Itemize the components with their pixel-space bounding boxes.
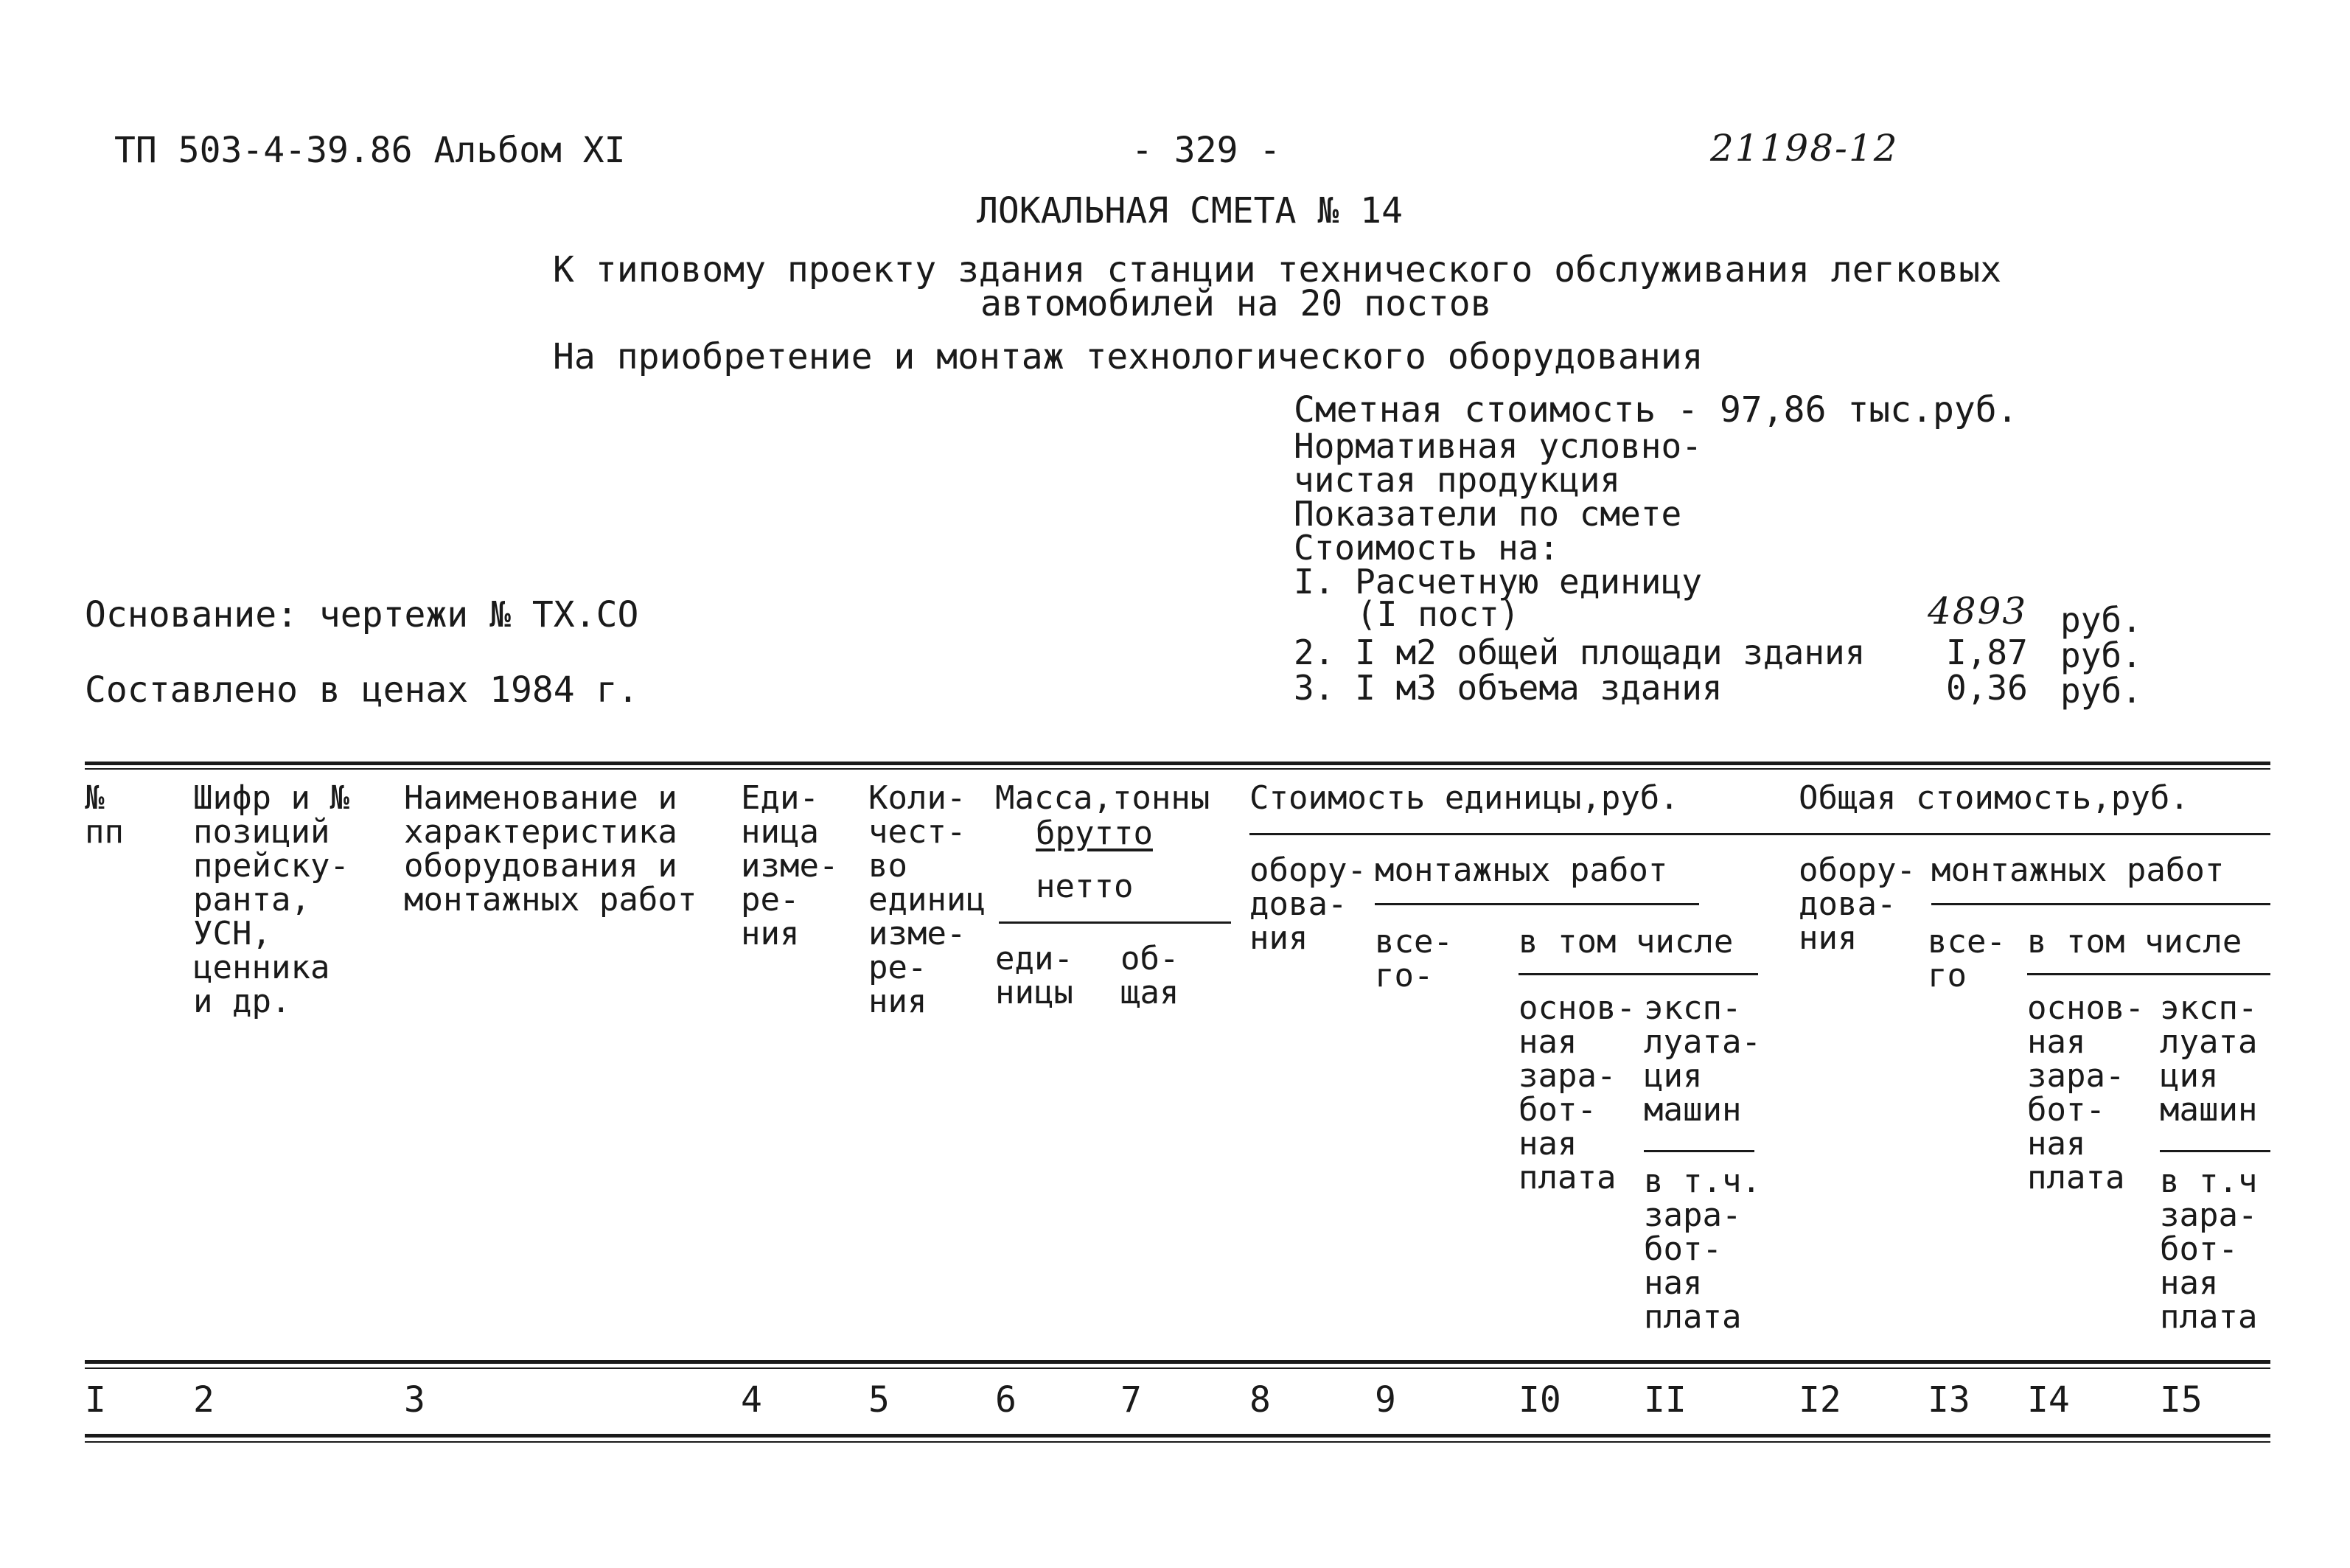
column-number: 4 bbox=[741, 1379, 762, 1421]
basis-line: Основание: чертежи № ТХ.СО bbox=[85, 594, 639, 635]
cost-on-label: Стоимость на: bbox=[1294, 528, 1560, 568]
total-including-header: в том числе bbox=[2027, 923, 2242, 961]
purpose-line: На приобретение и монтаж технологического оборудования bbox=[553, 336, 1704, 377]
mass-brutto-label: брутто bbox=[1036, 815, 1153, 852]
netto-rule bbox=[999, 921, 1231, 924]
indicator-3-value: 0,36 bbox=[1946, 668, 2028, 708]
col-unit-header: Еди- ница изме- ре- ния bbox=[741, 779, 839, 952]
col-quantity-header: Коли- чест- во единиц изме- ре- ния bbox=[868, 779, 986, 1020]
document-reference: ТП 503-4-39.86 Альбом XI bbox=[114, 130, 626, 171]
table-top-rule bbox=[85, 762, 2270, 765]
page-number: - 329 - bbox=[1132, 130, 1281, 171]
column-number: II bbox=[1644, 1379, 1687, 1421]
column-number: 2 bbox=[193, 1379, 215, 1421]
indicator-3-label: 3. I м3 объема здания bbox=[1294, 668, 1723, 708]
unit-mounting-header: монтажных работ bbox=[1375, 851, 1668, 889]
indicator-2-label: 2. I м2 общей площади здания bbox=[1294, 633, 1866, 672]
column-number: I5 bbox=[2160, 1379, 2203, 1421]
normative-line-2: чистая продукция bbox=[1294, 460, 1621, 500]
indicator-1-label: I. Расчетную единицу bbox=[1294, 562, 1702, 602]
normative-line-1: Нормативная условно- bbox=[1294, 426, 1702, 466]
column-number: 3 bbox=[404, 1379, 425, 1421]
total-cost-header: Общая стоимость,руб. bbox=[1799, 779, 2189, 817]
handwritten-code: 21198-12 bbox=[1710, 127, 1899, 170]
indicator-1-sublabel: (I пост) bbox=[1356, 594, 1520, 634]
header-bottom-rule bbox=[85, 1360, 2270, 1364]
column-number: I2 bbox=[1799, 1379, 1841, 1421]
col-mass-header: Масса,тонны bbox=[995, 779, 1210, 817]
unit-cost-header: Стоимость единицы,руб. bbox=[1249, 779, 1679, 817]
indicator-1-value: 4893 bbox=[1928, 590, 2028, 633]
indicator-2-value: I,87 bbox=[1946, 633, 2028, 672]
prices-line: Составлено в ценах 1984 г. bbox=[85, 669, 639, 711]
column-number: I bbox=[85, 1379, 106, 1421]
indicator-1-unit: руб. bbox=[2060, 600, 2142, 640]
total-cost-rule bbox=[1799, 833, 2270, 835]
total-wage-header: основ- ная зара- бот- ная плата bbox=[2027, 989, 2144, 1196]
estimated-cost: Сметная стоимость - 97,86 тыс.руб. bbox=[1294, 389, 2018, 431]
col-name-header: Наименование и характеристика оборудования и монтажных работ bbox=[404, 779, 697, 919]
indicator-2-unit: руб. bbox=[2060, 635, 2142, 675]
column-number: 6 bbox=[995, 1379, 1017, 1421]
table-top-rule-thin bbox=[85, 768, 2270, 770]
subtitle-line-2: автомобилей на 20 постов bbox=[980, 283, 1492, 324]
total-machines-wage-header: в т.ч зара- бот- ная плата bbox=[2160, 1163, 2258, 1336]
unit-including-header: в том числе bbox=[1519, 923, 1734, 961]
total-mount-rule bbox=[1931, 903, 2270, 905]
estimate-title: ЛОКАЛЬНАЯ СМЕТА № 14 bbox=[977, 190, 1403, 231]
column-number: I3 bbox=[1928, 1379, 1970, 1421]
mass-netto-label: нетто bbox=[1036, 868, 1134, 905]
subtitle-line-1: К типовому проекту здания станции технического обслуживания легковых bbox=[553, 249, 2002, 290]
header-bottom-rule-thin bbox=[85, 1367, 2270, 1369]
total-equipment-header: обору- дова- ния bbox=[1799, 851, 1916, 957]
unit-machines-wage-header: в т.ч. зара- бот- ная плата bbox=[1644, 1163, 1761, 1336]
col-mass-total-header: об- щая bbox=[1120, 940, 1179, 1011]
unit-mounting-total-header: все- го- bbox=[1375, 923, 1453, 994]
total-mounting-header: монтажных работ bbox=[1931, 851, 2225, 889]
column-number: I4 bbox=[2027, 1379, 2070, 1421]
indicator-3-unit: руб. bbox=[2060, 671, 2142, 711]
numbers-bottom-rule bbox=[85, 1434, 2270, 1438]
unit-mach-rule bbox=[1644, 1150, 1754, 1152]
indicators-label: Показатели по смете bbox=[1294, 494, 1682, 534]
unit-wage-header: основ- ная зара- бот- ная плата bbox=[1519, 989, 1636, 1196]
total-mach-rule bbox=[2160, 1150, 2270, 1152]
column-number: 9 bbox=[1375, 1379, 1396, 1421]
total-machines-header: эксп- луата ция машин bbox=[2160, 989, 2258, 1129]
unit-equipment-header: обору- дова- ния bbox=[1249, 851, 1367, 957]
unit-cost-rule bbox=[1249, 833, 1813, 835]
numbers-bottom-rule-thin bbox=[85, 1441, 2270, 1443]
column-number: 7 bbox=[1120, 1379, 1142, 1421]
column-number: I0 bbox=[1519, 1379, 1561, 1421]
unit-machines-header: эксп- луата- ция машин bbox=[1644, 989, 1761, 1129]
unit-incl-rule bbox=[1519, 973, 1758, 975]
col-number-header: № пп bbox=[85, 779, 124, 851]
col-mass-unit-header: еди- ницы bbox=[995, 940, 1073, 1011]
column-number: 5 bbox=[868, 1379, 890, 1421]
total-mounting-total-header: все- го bbox=[1928, 923, 2006, 994]
column-number: 8 bbox=[1249, 1379, 1271, 1421]
col-code-header: Шифр и № позиций прейску- ранта, УСН, ценника и др. bbox=[193, 779, 349, 1020]
unit-mount-rule bbox=[1375, 903, 1699, 905]
total-incl-rule bbox=[2027, 973, 2270, 975]
